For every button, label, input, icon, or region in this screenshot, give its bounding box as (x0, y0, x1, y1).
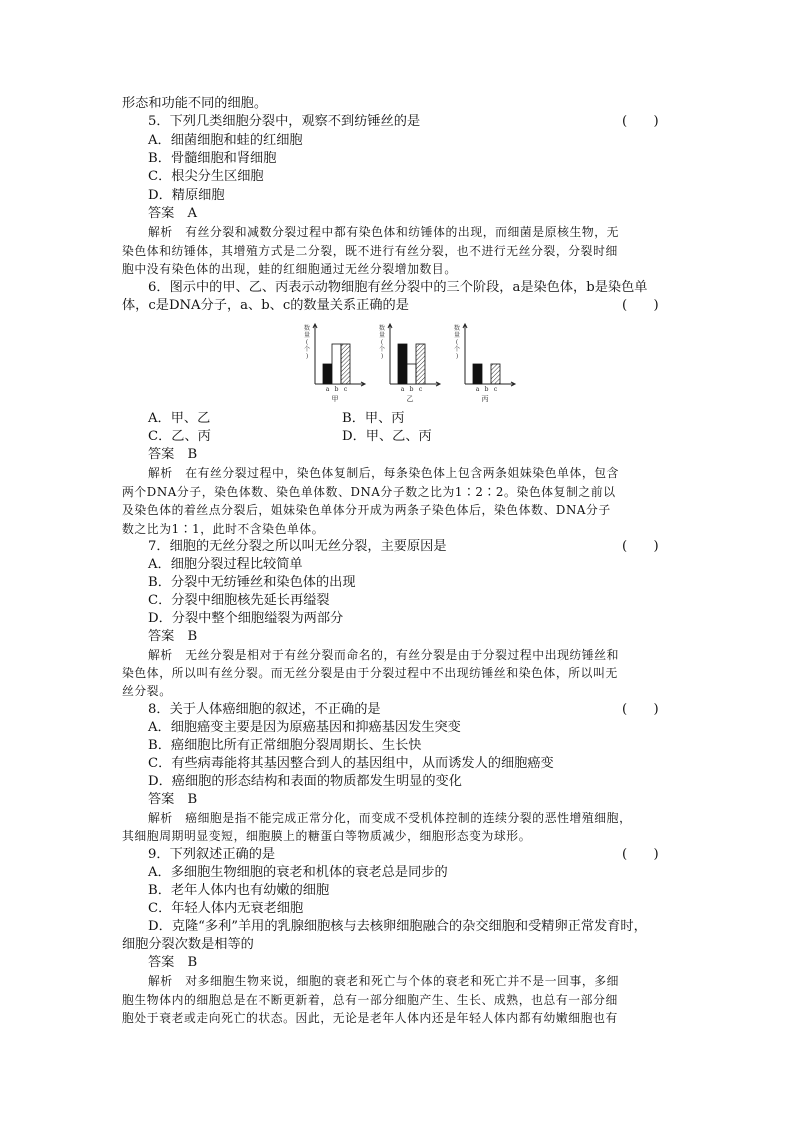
option-d: D．克隆“多利”羊用的乳腺细胞核与去核卵细胞融合的杂交细胞和受精卵正常发育时， (148, 919, 647, 934)
option-c: C．分裂中细胞核先延长再缢裂 (148, 593, 330, 608)
option-a: A．甲、乙 (148, 411, 211, 426)
option-d: D．甲、乙、丙 (342, 429, 432, 444)
explanation-line: 数之比为1∶1，此时不含染色单体。 (122, 522, 325, 536)
question-6-cont: 体，c是DNA分子，a、b、c的数量关系正确的是 (122, 298, 409, 313)
option-d: D．分裂中整个细胞缢裂为两部分 (148, 611, 344, 626)
y-axis-label-char: 量 (453, 332, 461, 339)
option-a: A．细胞分裂过程比较简单 (148, 557, 303, 572)
y-axis-label-char: 个 (303, 346, 311, 353)
panel-label: 丙 (481, 395, 489, 403)
option-b: B．骨髓细胞和肾细胞 (148, 151, 277, 166)
answer-bracket: ( ) (622, 702, 659, 717)
explanation-line: 解析 在有丝分裂过程中，染色体复制后，每条染色体上包含两条姐妹染色单体，包含 (148, 466, 620, 480)
y-axis-label-char: ) (380, 353, 384, 360)
y-axis-label-char: ( (455, 339, 459, 346)
answer-line: 答案 B (148, 792, 198, 807)
explanation-line: 解析 有丝分裂和减数分裂过程中都有染色体和纺锤体的出现，而细菌是原核生物，无 (148, 225, 620, 239)
question-6: 6．图示中的甲、乙、丙表示动物细胞有丝分裂中的三个阶段，a是染色体，b是染色单 (148, 280, 648, 295)
explanation-line: 胞生物体内的细胞总是在不断更新着，总有一部分细胞产生、生长、成熟，也总有一部分细 (122, 993, 618, 1007)
explanation-line: 染色体和纺锤体，其增殖方式是二分裂，既不进行有丝分裂，也不进行无丝分裂，分裂时细 (122, 244, 618, 258)
y-axis-label-char: ) (305, 353, 309, 360)
option-c: C．乙、丙 (148, 429, 211, 444)
explanation-line: 丝分裂。 (122, 684, 172, 698)
option-c: C．有些病毒能将其基因整合到人的基因组中，从而诱发人的细胞癌变 (148, 756, 554, 771)
tick-label: c (343, 386, 348, 393)
bar-chart-figure (295, 320, 525, 410)
y-axis-label-char: 个 (378, 346, 386, 353)
y-axis-label-char: ( (305, 339, 309, 346)
question-5: 5．下列几类细胞分裂中，观察不到纺锤丝的是 (148, 114, 421, 129)
bar-a (398, 344, 407, 384)
answer-line: 答案 B (148, 955, 198, 970)
option-b: B．分裂中无纺锤丝和染色体的出现 (148, 575, 356, 590)
tick-label: a (400, 386, 405, 393)
tick-label: a (325, 386, 330, 393)
tick-label: c (493, 386, 498, 393)
option-a: A．细胞癌变主要是因为原癌基因和抑癌基因发生突变 (148, 720, 461, 735)
option-b: B．老年人体内也有幼嫩的细胞 (148, 883, 330, 898)
option-a: A．细菌细胞和蛙的红细胞 (148, 133, 303, 148)
bar-a (473, 364, 482, 384)
explanation-line: 解析 对多细胞生物来说，细胞的衰老和死亡与个体的衰老和死亡并不是一回事，多细 (148, 974, 620, 988)
question-8: 8．关于人体癌细胞的叙述，不正确的是 (148, 702, 381, 717)
tick-label: c (418, 386, 423, 393)
explanation-line: 胞中没有染色体的出现，蛙的红细胞通过无丝分裂增加数目。 (122, 262, 457, 276)
y-axis-label-char: 数 (378, 325, 386, 332)
answer-line: 答案 A (148, 206, 198, 221)
bar-c (416, 344, 425, 384)
text-line: 形态和功能不同的细胞。 (122, 96, 268, 111)
option-a: A．多细胞生物细胞的衰老和机体的衰老总是同步的 (148, 865, 448, 880)
bar-c (341, 344, 350, 384)
question-9: 9．下列叙述正确的是 (148, 847, 276, 862)
explanation-line: 解析 无丝分裂是相对于有丝分裂而命名的，有丝分裂是由于分裂过程中出现纺锤丝和 (148, 648, 620, 662)
bar-chart-svg (295, 320, 525, 410)
answer-bracket: ( ) (622, 847, 659, 862)
y-axis-label-char: ( (380, 339, 384, 346)
y-axis-label-char: ) (455, 353, 459, 360)
answer-bracket: ( ) (622, 298, 659, 313)
explanation-line: 两个DNA分子，染色体数、染色单体数、DNA分子数之比为1∶2∶2。染色体复制之前以 (122, 485, 616, 499)
option-b: B．甲、丙 (342, 411, 405, 426)
y-axis-label-char: 量 (378, 332, 386, 339)
explanation-line: 其细胞周期明显变短，细胞膜上的糖蛋白等物质减少，细胞形态变为球形。 (122, 829, 532, 843)
explanation-line: 胞处于衰老或走向死亡的状态。因此，无论是老年人体内还是年轻人体内都有幼嫩细胞也有 (122, 1011, 618, 1025)
question-7: 7．细胞的无丝分裂之所以叫无丝分裂，主要原因是 (148, 539, 447, 554)
explanation-line: 染色体，所以叫有丝分裂。而无丝分裂是由于分裂过程中不出现纺锤丝和染色体，所以叫无 (122, 666, 618, 680)
y-axis-label-char: 量 (303, 332, 311, 339)
option-c: C．根尖分生区细胞 (148, 169, 264, 184)
panel-label: 甲 (331, 395, 339, 403)
option-c: C．年轻人体内无衰老细胞 (148, 901, 304, 916)
tick-label: a (475, 386, 480, 393)
bar-b (332, 344, 341, 384)
y-axis-label-char: 个 (453, 346, 461, 353)
y-axis-label-char: 数 (303, 325, 311, 332)
tick-label: b (484, 386, 489, 393)
option-b: B．癌细胞比所有正常细胞分裂周期长、生长快 (148, 738, 422, 753)
explanation-line: 解析 癌细胞是指不能完成正常分化，而变成不受机体控制的连续分裂的恶性增殖细胞， (148, 811, 632, 825)
bar-c (491, 364, 500, 384)
y-axis-label-char: 数 (453, 325, 461, 332)
answer-bracket: ( ) (622, 114, 659, 129)
answer-line: 答案 B (148, 447, 198, 462)
option-d: D．癌细胞的形态结构和表面的物质都发生明显的变化 (148, 774, 462, 789)
panel-label: 乙 (406, 395, 414, 403)
tick-label: b (409, 386, 414, 393)
answer-line: 答案 B (148, 629, 198, 644)
explanation-line: 及染色体的着丝点分裂后，姐妹染色单体分开成为两条子染色体后，染色体数、DNA分子 (122, 503, 611, 517)
answer-bracket: ( ) (622, 539, 659, 554)
bar-b (407, 364, 416, 384)
tick-label: b (334, 386, 339, 393)
option-d: D．精原细胞 (148, 188, 225, 203)
option-d-cont: 细胞分裂次数是相等的 (122, 937, 254, 952)
bar-a (323, 364, 332, 384)
